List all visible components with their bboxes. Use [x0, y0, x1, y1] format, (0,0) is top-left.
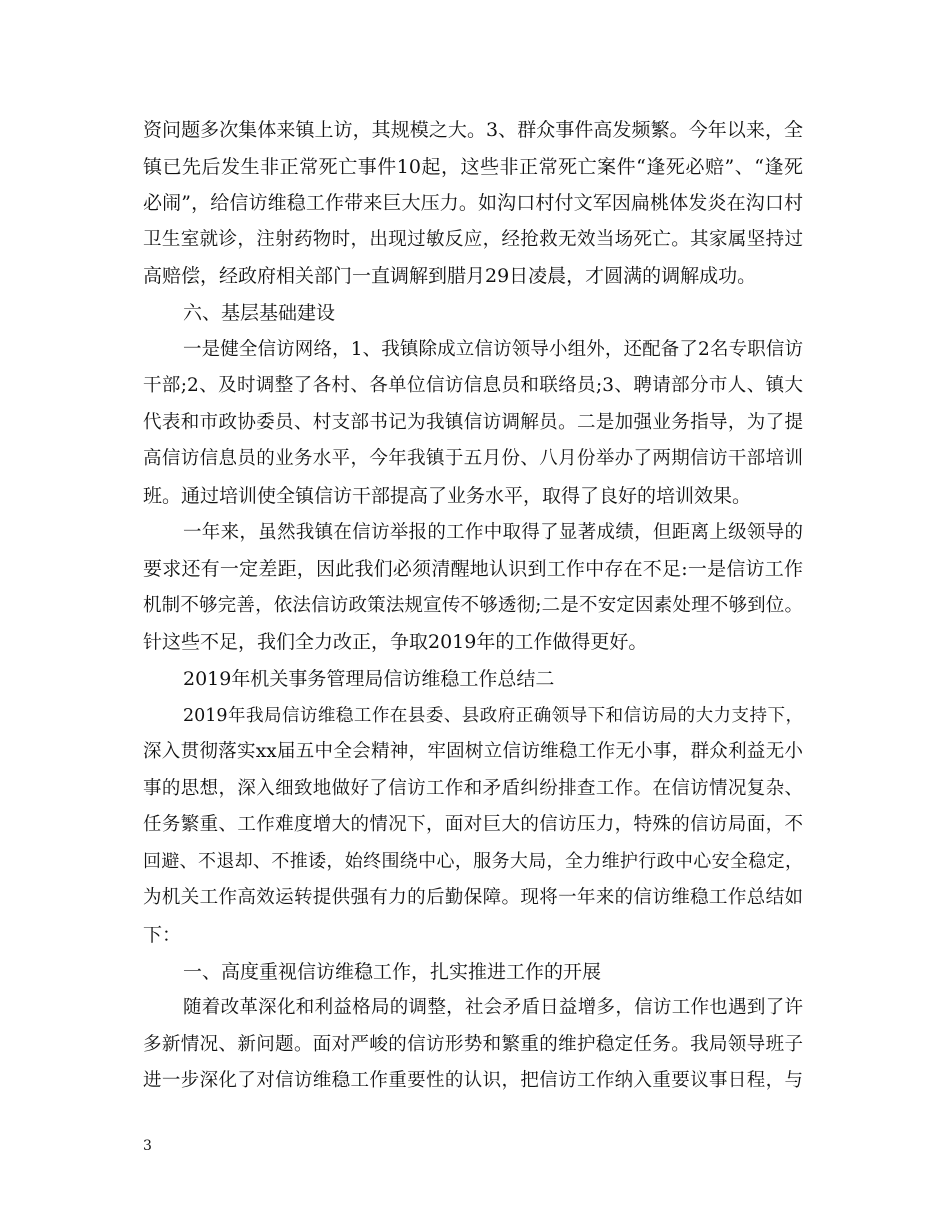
text-line: 事的思想，深入细致地做好了信访工作和矛盾纠纷排查工作。在信访情况复杂、 [143, 777, 803, 799]
text-line: 进一步深化了对信访维稳工作重要性的认识，把信访工作纳入重要议事日程，与 [143, 1070, 803, 1092]
text-line: 2019年我局信访维稳工作在县委、县政府正确领导下和信访局的大力支持下， [183, 705, 803, 726]
text-line: 机制不够完善，依法信访政策法规宣传不够透彻;二是不安定因素处理不够到位。 [143, 594, 803, 616]
text-line: 六、基层基础建设 [183, 301, 336, 324]
text-line: 随着改革深化和利益格局的调整，社会矛盾日益增多，信访工作也遇到了许 [183, 997, 803, 1019]
text-line: 任务繁重、工作难度增大的情况下，面对巨大的信访压力，特殊的信访局面，不 [143, 814, 803, 836]
text-line: 针这些不足，我们全力改正，争取2019年的工作做得更好。 [143, 631, 648, 654]
text-line: 一是健全信访网络，1、我镇除成立信访领导小组外，还配备了2名专职信访 [183, 338, 803, 360]
text-line: 深入贯彻落实xx届五中全会精神，牢固树立信访维稳工作无小事，群众利益无小 [143, 741, 803, 763]
text-line: 高赔偿，经政府相关部门一直调解到腊月29日凌晨，才圆满的调解成功。 [143, 265, 757, 288]
text-line: 回避、不退却、不推诿，始终围绕中心，服务大局，全力维护行政中心安全稳定， [143, 850, 803, 872]
document-body [143, 112, 803, 1100]
page-number: 3 [143, 1138, 152, 1154]
text-line: 为机关工作高效运转提供强有力的后勤保障。现将一年来的信访维稳工作总结如 [143, 887, 803, 909]
text-line: 2019年机关事务管理局信访维稳工作总结二 [183, 667, 555, 690]
text-line: 代表和市政协委员、村支部书记为我镇信访调解员。二是加强业务指导，为了提 [143, 411, 803, 433]
text-line: 班。通过培训使全镇信访干部提高了业务水平，取得了良好的培训效果。 [143, 484, 752, 507]
text-line: 镇已先后发生非正常死亡事件10起，这些非正常死亡案件“逢死必赔”、“逢死 [143, 155, 803, 178]
text-line: 资问题多次集体来镇上访，其规模之大。3、群众事件高发频繁。今年以来，全 [143, 119, 803, 141]
text-line: 必闹”，给信访维稳工作带来巨大压力。如沟口村付文军因扁桃体发炎在沟口村 [143, 192, 803, 215]
text-line: 卫生室就诊，注射药物时，出现过敏反应，经抢救无效当场死亡。其家属坚持过 [143, 228, 803, 250]
text-line: 一、高度重视信访维稳工作，扎实推进工作的开展 [183, 960, 602, 983]
text-line: 一年来，虽然我镇在信访举报的工作中取得了显著成绩，但距离上级领导的 [183, 521, 803, 543]
text-line: 要求还有一定差距，因此我们必须清醒地认识到工作中存在不足:一是信访工作 [143, 558, 803, 581]
text-line: 下： [143, 924, 182, 947]
text-line: 多新情况、新问题。面对严峻的信访形势和繁重的维护稳定任务。我局领导班子 [143, 1033, 803, 1055]
text-line: 干部;2、及时调整了各村、各单位信访信息员和联络员;3、聘请部分市人、镇大 [143, 375, 803, 397]
text-line: 高信访信息员的业务水平，今年我镇于五月份、八月份举办了两期信访干部培训 [143, 448, 803, 470]
